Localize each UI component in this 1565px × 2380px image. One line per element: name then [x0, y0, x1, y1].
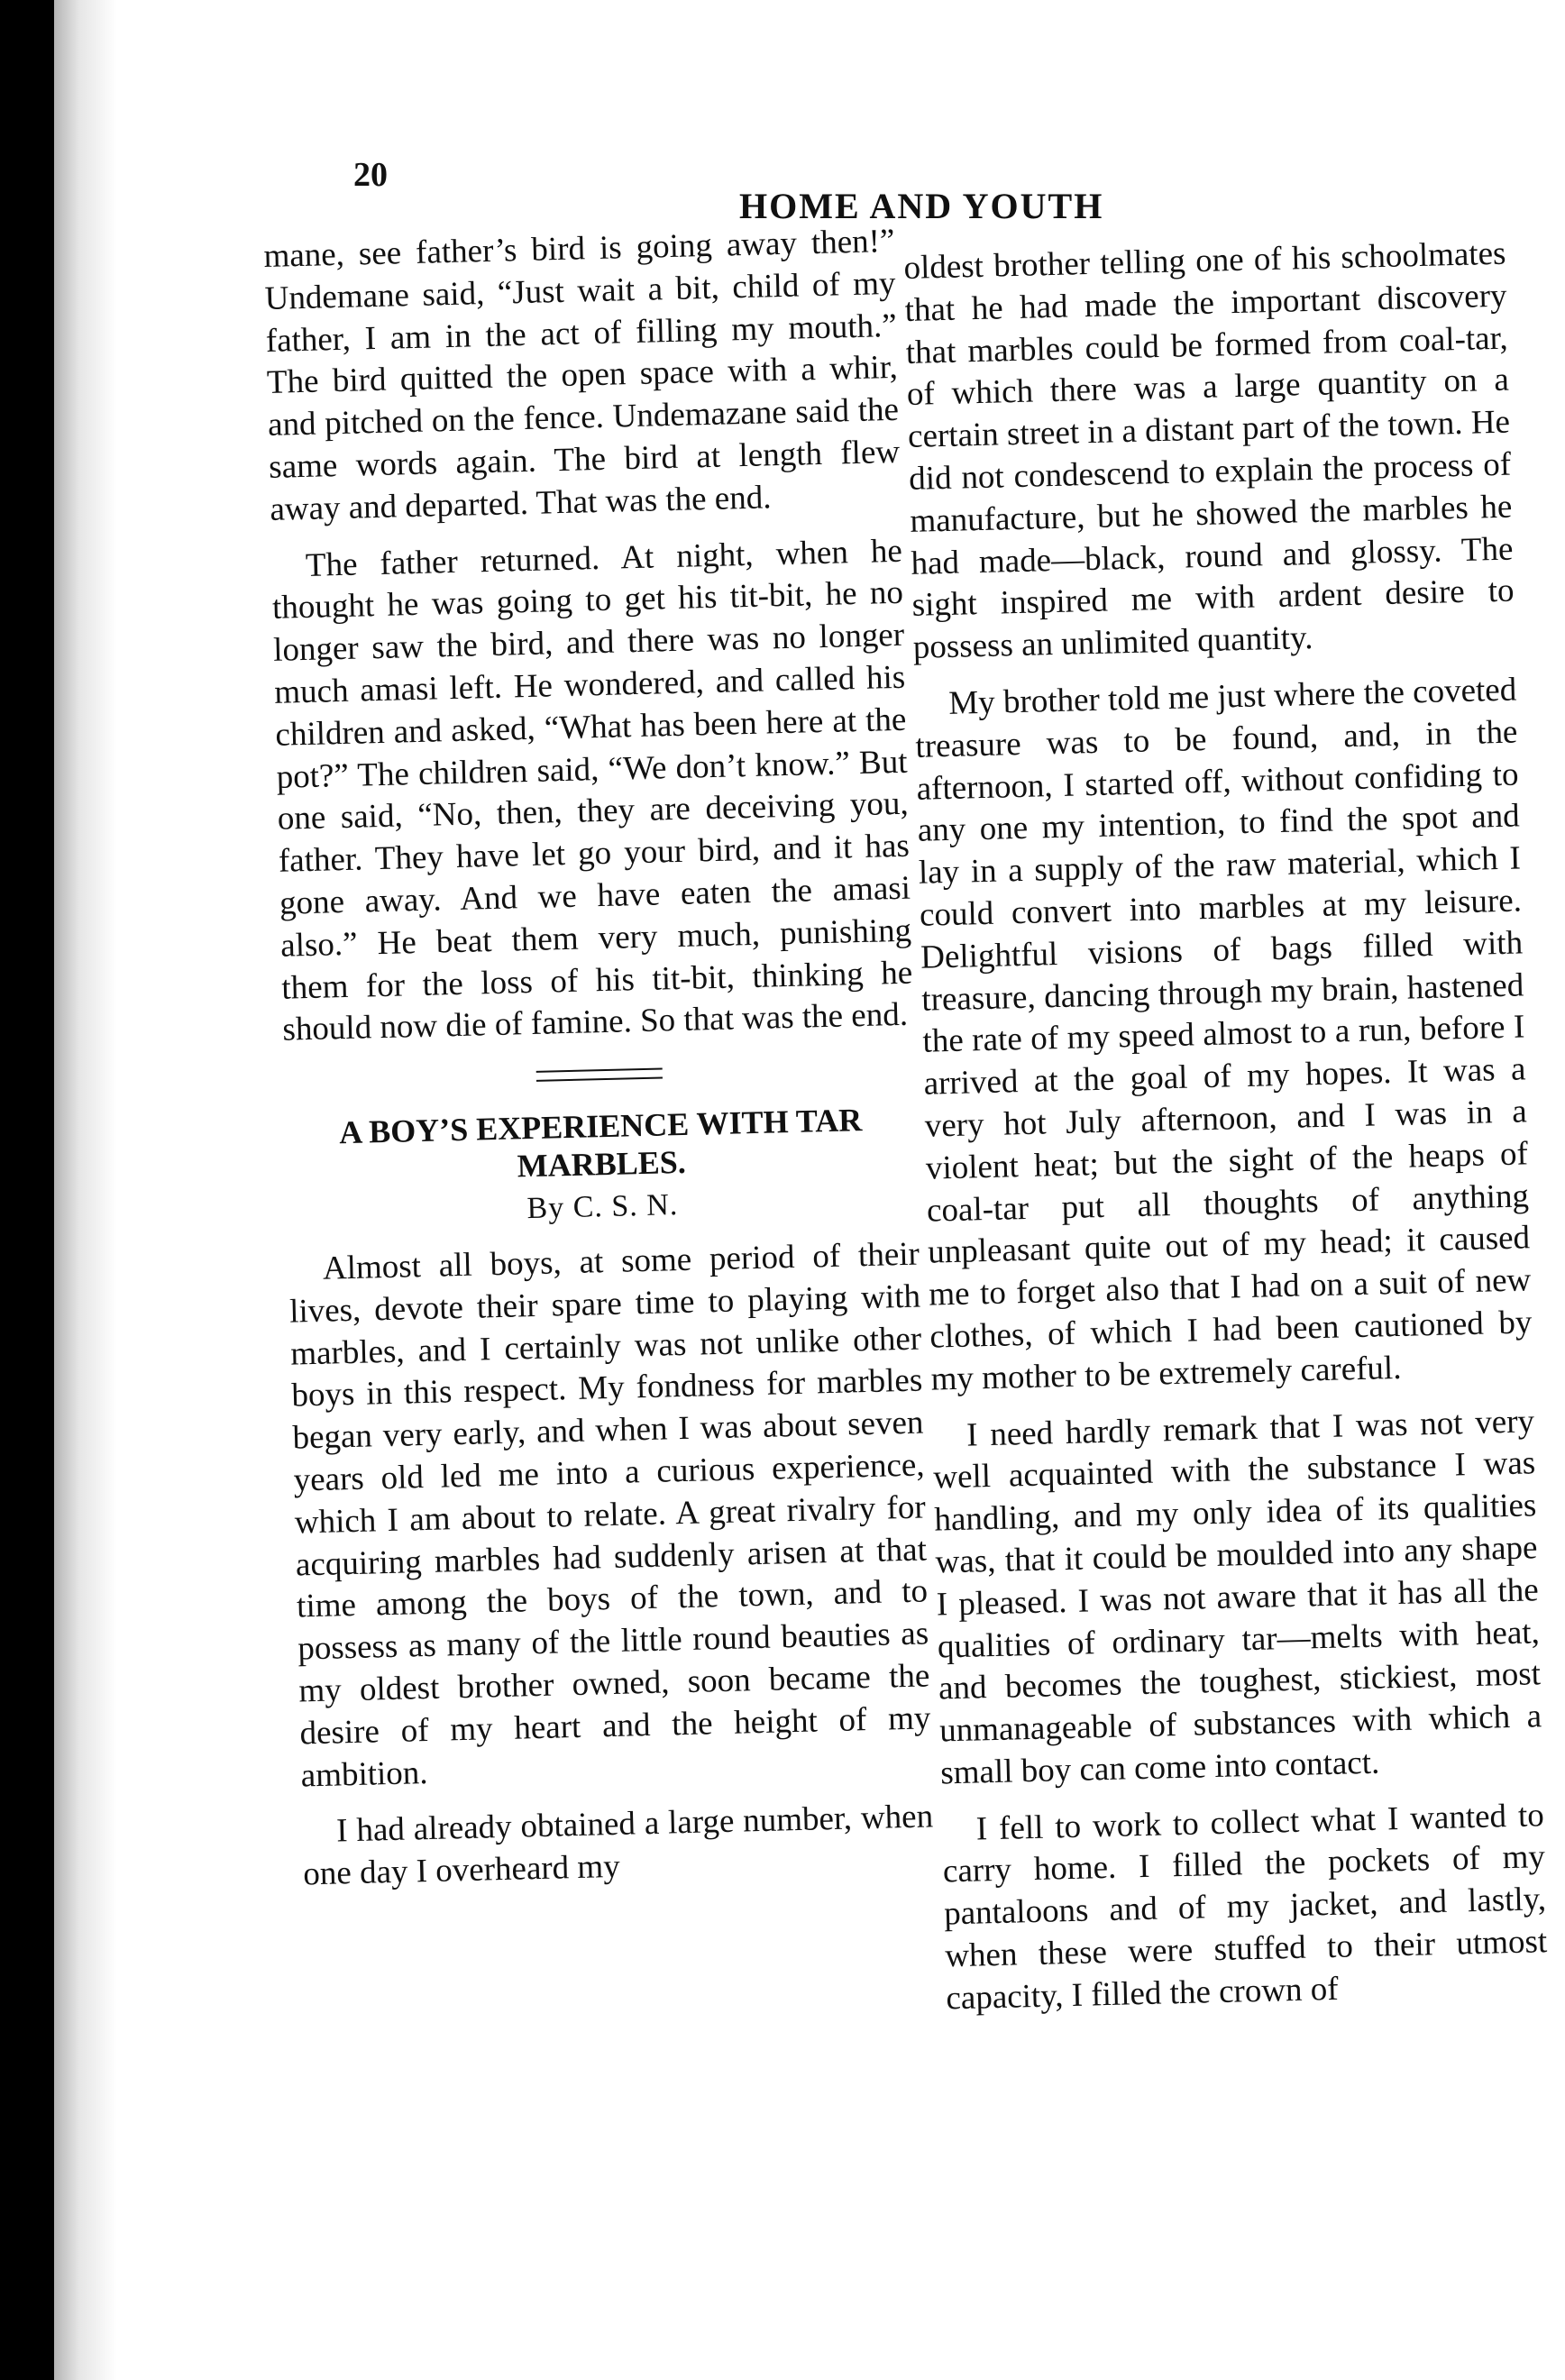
article-paragraph: I fell to work to collect what I wanted to carry home. I filled the pockets of my pantaloons and of my jacket, and lastly, when these were stuffed to their utmost capacity, I filled the crown of [942, 1796, 1548, 2018]
left-column [263, 221, 935, 1910]
section-divider [536, 1068, 663, 1082]
story-paragraph: The father returned. At night, when he thought he was going to get his tit-bit, he no longer saw the bird, and there was no longer much amasi left. He wondered, and called his children and asked, “What has been here at the pot?” The children said, “We don’t know.” But one said, “No, then, they are deceiving you, father. They have let go your bird, and it has gone away. And we have eaten the amasi also.” He beat them very much, punishing them for the loss of his tit-bit, thinking he should now die of famine. So that was the end. [271, 532, 913, 1049]
article-paragraph: Almost all boys, at some period of their lives, devote their spare time to playing with marbles, and I certainly was not unlike other boys in this respect. My fondness for marbles began very early, and when I was about seven years old led me into a curious experience, which I am about to relate. A great rivalry for acquiring marbles had suddenly arisen at that time among the boys of the town, and to possess as many of the little round beauties as my oldest brother owned, soon became the desire of my heart and the height of my ambition. [288, 1235, 931, 1794]
right-column [903, 233, 1549, 2035]
story-paragraph: mane, see father’s bird is going away then!” Undemane said, “Just wait a bit, child of my father, I am in the act of filling my mouth.” The bird quitted the open space with a whir, and pitched on the fence. Undemazane said the same words again. The bird at length flew away and departed. That was the end. [263, 222, 901, 528]
article-title: A BOY’S EXPERIENCE WITH TAR MARBLES. [338, 1102, 863, 1185]
page-edge-shadow [54, 0, 117, 2380]
running-title: HOME AND YOUTH [739, 186, 1104, 226]
page-number: 20 [353, 156, 388, 194]
article-paragraph: I had already obtained a large number, when one day I overheard my [302, 1798, 934, 1893]
article-paragraph: My brother told me just where the coveted treasure was to be found, and, in the afternoon, I started off, without confiding to any one my intention, to find the spot and lay in a supply of the raw material, which I could convert into marbles at my leisure. Delightful visions of bags filled with treasure, dancing through my brain, hastened the rate of my speed almost to a run, before I arrived at the goal of my hopes. It was a very hot July afternoon, and I was in a violent heat; but the sight of the heaps of coal-tar put all thoughts of anything unpleasant quite out of my head; it caused me to forget also that I had on a suit of new clothes, of which I had been cautioned by my mother to be extremely careful. [915, 671, 1533, 1398]
article-byline: By C. S. N. [526, 1188, 679, 1226]
article-paragraph: oldest brother telling one of his schoolmates that he had made the important discovery that marbles could be formed from coal-tar, of which there was a large quantity on a certain street in a distant part of the town. He did not condescend to explain the process of manufacture, but he showed the marbles he had made—black, round and glossy. The sight inspired me with ardent desire to possess an unlimited quantity. [903, 234, 1515, 667]
article-paragraph: I need hardly remark that I was not very well acquainted with the substance I was handling, and my only idea of its qualities was, that it could be moulded into any shape I pleased. I was not aware that it has all the qualities of ordinary tar—melts with heat, and becomes the toughest, stickiest, most unmanageable of substances with which a small boy can come into contact. [932, 1402, 1542, 1792]
